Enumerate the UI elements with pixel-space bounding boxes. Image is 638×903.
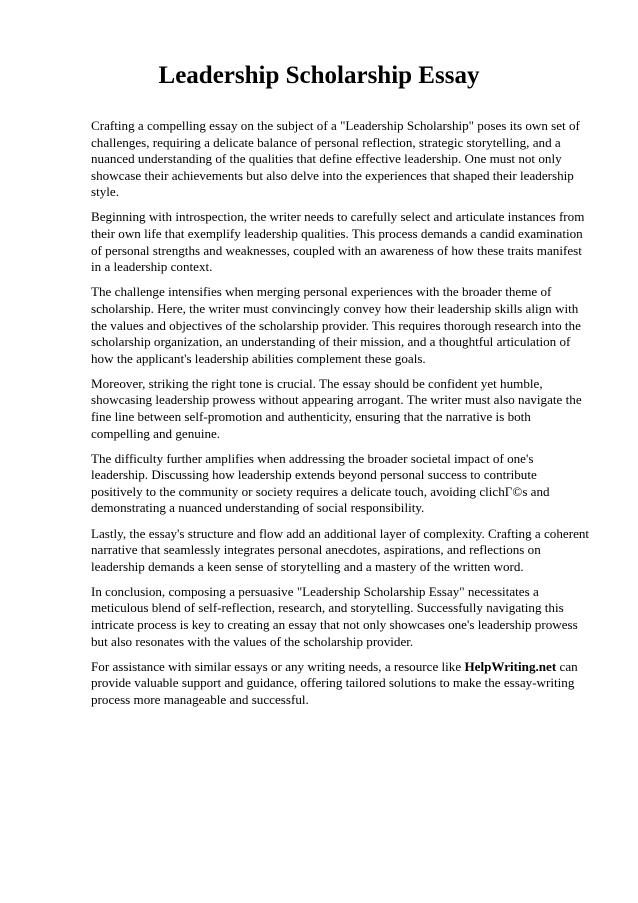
helpwriting-link[interactable]: HelpWriting.net: [464, 658, 557, 674]
paragraph-1: Crafting a compelling essay on the subject of a "Leadership Scholarship" poses its own set of challenges, requiring a delicate balance of personal reflection, strategic storytelling, and a nuanced understanding of the qualities that define effective leadership. One must not only showcase their achievements but also delve into the experiences that shaped their leadership style.: [91, 118, 580, 200]
resource-text-before: For assistance with similar essays or any writing needs, a resource like: [91, 658, 465, 674]
paragraph-6: Lastly, the essay's structure and flow add an additional layer of complexity. Crafting a coherent narrative that seamlessly integrates personal anecdotes, aspirations, and reflections on leadership demands a keen sense of storytelling and a mastery of the written word.: [91, 525, 590, 574]
paragraph-7: In conclusion, composing a persuasive "Leadership Scholarship Essay" necessitates a meticulous blend of self-reflection, research, and storytelling. Successfully navigating this intricate process is key to creating an essay that not only showcases one's leadership prowess but also resonates with the values of the scholarship provider.: [91, 583, 578, 649]
paragraph-3: The challenge intensifies when merging personal experiences with the broader theme of scholarship. Here, the writer must convincingly convey how their leadership skills align with the values and objectives of the scholarship provider. This requires thorough research into the scholarship organization, an understanding of their mission, and a thoughtful articulation of how the applicant's leadership abilities complement these goals.: [91, 284, 581, 366]
document-title: Leadership Scholarship Essay: [158, 62, 480, 89]
paragraph-8-resource: [91, 659, 591, 709]
document-body: [91, 118, 591, 717]
paragraph-2: Beginning with introspection, the writer needs to carefully select and articulate instances from their own life that exemplify leadership qualities. This process demands a candid examination of personal strengths and weaknesses, coupled with an awareness of how these traits manifest in a leadership context.: [91, 209, 585, 275]
paragraph-4: Moreover, striking the right tone is crucial. The essay should be confident yet humble, showcasing leadership prowess without appearing arrogant. The writer must also navigate the fine line between self-promotion and authenticity, ensuring that the narrative is both compelling and genuine.: [91, 375, 582, 441]
resource-text-after: can provide valuable support and guidance, offering tailored solutions to make the essay-writing process more manageable and successful.: [91, 658, 578, 707]
paragraph-5: The difficulty further amplifies when addressing the broader societal impact of one's leadership. Discussing how leadership extends beyond personal success to contribute positively to the community or society requires a delicate touch, avoiding clichГ©s and demonstrating a nuanced understanding of social responsibility.: [91, 450, 550, 516]
